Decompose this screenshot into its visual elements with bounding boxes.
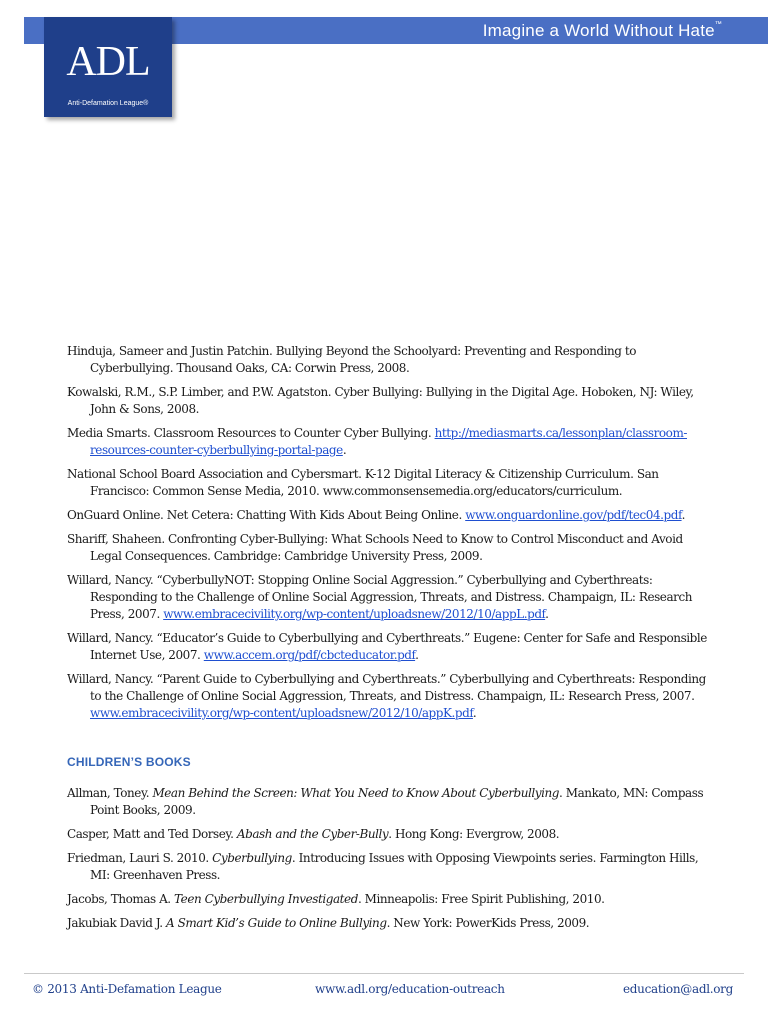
trademark-mark: ™ [714, 21, 722, 28]
footer-website-link[interactable]: www.adl.org/education-outreach [315, 982, 505, 996]
book-entry [67, 850, 707, 884]
reference-entry [67, 572, 707, 623]
footer-copyright: © 2013 Anti-Defamation League [32, 982, 222, 996]
reference-link[interactable]: www.onguardonline.gov/pdf/tec04.pdf [465, 508, 682, 522]
reference-link[interactable]: www.embracecivility.org/wp-content/uploadsnew/2012/10/appK.pdf [90, 706, 473, 720]
book-author: Allman, Toney. [67, 786, 153, 800]
book-entry [67, 826, 707, 843]
book-author: Casper, Matt and Ted Dorsey. [67, 827, 237, 841]
book-title: Teen Cyberbullying Investigated [174, 892, 358, 906]
reference-punctuation: . [342, 443, 347, 457]
reference-entry [67, 671, 707, 722]
book-details: . Introducing Issues with Opposing Viewpoints series. Farmington Hills, MI: Greenhaven Press. [90, 851, 699, 882]
reference-punctuation: . [472, 706, 477, 720]
reference-text: OnGuard Online. Net Cetera: Chatting With Kids About Being Online. [67, 508, 466, 522]
book-entry [67, 915, 707, 932]
reference-entry [67, 384, 707, 418]
reference-text: Hinduja, Sameer and Justin Patchin. Bullying Beyond the Schoolyard: Preventing and Responding to Cyberbullying. Thousand Oaks, CA: Corwin Press, 2008. [67, 344, 637, 375]
logo-subtitle: Anti-Defamation League® [67, 100, 149, 107]
reference-entry [67, 425, 707, 459]
book-title: A Smart Kid’s Guide to Online Bullying [166, 916, 387, 930]
reference-punctuation: . [681, 508, 685, 522]
book-entry [67, 891, 707, 908]
book-title: Cyberbullying [212, 851, 292, 865]
reference-link[interactable]: http://mediasmarts.ca/lessonplan/classroom-resources-counter-cyberbullying-portal-page [90, 426, 687, 457]
reference-punctuation: . [415, 648, 419, 662]
reference-text: Shariff, Shaheen. Confronting Cyber-Bullying: What Schools Need to Know to Control Misconduct and Avoid Legal Consequences. Cambridge: Cambridge University Press, 2009. [67, 532, 683, 563]
reference-entry [67, 507, 707, 524]
book-details: . Minneapolis: Free Spirit Publishing, 2010. [357, 892, 605, 906]
reference-text: Media Smarts. Classroom Resources to Counter Cyber Bullying. [67, 426, 435, 440]
childrens-book-list [67, 785, 707, 932]
tagline: Imagine a World Without Hate™ [482, 21, 722, 40]
book-author: Friedman, Lauri S. 2010. [67, 851, 213, 865]
book-title: Mean Behind the Screen: What You Need to Know About Cyberbullying [152, 786, 560, 800]
reference-entry [67, 630, 707, 664]
reference-text: National School Board Association and Cybersmart. K-12 Digital Literacy & Citizenship Curriculum. San Francisco: Common Sense Media, 2010. www.commonsensemedia.org/educators/curriculum. [67, 467, 659, 498]
book-author: Jakubiak David J. [67, 916, 167, 930]
footer-divider [24, 973, 744, 974]
adl-logo[interactable] [44, 17, 172, 117]
reference-text: Kowalski, R.M., S.P. Limber, and P.W. Agatston. Cyber Bullying: Bullying in the Digital Age. Hoboken, NJ: Wiley, John & Sons, 2008. [67, 385, 694, 416]
book-details: . New York: PowerKids Press, 2009. [386, 916, 590, 930]
reference-link[interactable]: www.accem.org/pdf/cbcteducator.pdf [203, 648, 416, 662]
book-author: Jacobs, Thomas A. [67, 892, 175, 906]
logo-text: ADL [66, 39, 150, 85]
book-details: . Mankato, MN: Compass Point Books, 2009. [90, 786, 704, 817]
reference-text: Willard, Nancy. “Parent Guide to Cyberbullying and Cyberthreats.” Cyberbullying and Cyberthreats: Responding to the Challenge of Online Social Aggression, Threats, and Distress. Champaign, IL: Research Press, 2007. [67, 672, 706, 703]
book-title: Abash and the Cyber-Bully [236, 827, 389, 841]
references-section [67, 343, 707, 939]
reference-entry [67, 466, 707, 500]
reference-link[interactable]: www.embracecivility.org/wp-content/uploadsnew/2012/10/appL.pdf [163, 607, 546, 621]
reference-entry [67, 531, 707, 565]
reference-text: Willard, Nancy. “Educator’s Guide to Cyberbullying and Cyberthreats.” Eugene: Center for Safe and Responsible Internet Use, 2007. [67, 631, 707, 662]
book-entry [67, 785, 707, 819]
reference-text: Willard, Nancy. “CyberbullyNOT: Stopping Online Social Aggression.” Cyberbullying and Cyberthreats: Responding to the Challenge of Online Social Aggression, Threats, and Distress. Champaign, IL: Research Press, 2007. [67, 573, 692, 621]
reference-list [67, 343, 707, 722]
reference-punctuation: . [545, 607, 549, 621]
footer-email-link[interactable]: education@adl.org [622, 982, 733, 996]
childrens-books-heading: CHILDREN’S BOOKS [67, 755, 191, 769]
book-details: . Hong Kong: Evergrow, 2008. [388, 827, 560, 841]
reference-entry [67, 343, 707, 377]
